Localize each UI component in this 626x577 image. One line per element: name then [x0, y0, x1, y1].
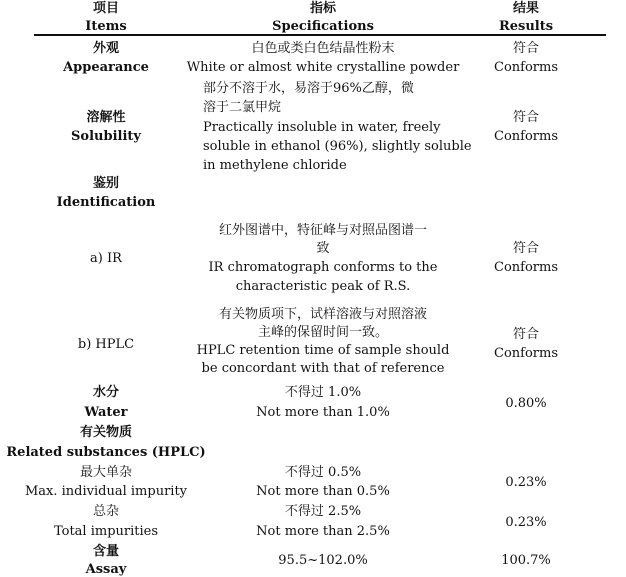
- ir-spec-line: IR chromatograph conforms to the: [208, 260, 438, 275]
- solubility-name-en: Solubility: [71, 129, 141, 144]
- header-items-cn: 项目: [92, 1, 120, 16]
- appearance-result-cn: 符合: [512, 41, 540, 56]
- max-impurity-name-en: Max. individual impurity: [24, 484, 188, 499]
- appearance-spec-line: White or almost white crystalline powder: [186, 60, 460, 75]
- ir-spec-line: 红外图谱中，特征峰与对照品图谱一: [218, 223, 428, 238]
- solubility-name-cn: 溶解性: [86, 110, 126, 125]
- max-impurity-result: 0.23%: [505, 475, 547, 490]
- solubility-result-cn: 符合: [512, 110, 540, 125]
- appearance-spec-line: 白色或类白色结晶性粉末: [251, 41, 395, 56]
- assay-spec: 95.5~102.0%: [278, 553, 368, 568]
- total-impurities-name-cn: 总杂: [92, 504, 120, 519]
- appearance-name-cn: 外观: [92, 41, 120, 56]
- hplc-spec-line: 有关物质项下，试样溶液与对照溶液: [218, 307, 428, 322]
- hplc-name: b) HPLC: [77, 337, 135, 352]
- appearance-name-en: Appearance: [63, 60, 149, 75]
- header-spec-cn: 指标: [309, 1, 337, 16]
- header-rule: [34, 34, 606, 36]
- solubility-result-en: Conforms: [494, 129, 558, 144]
- assay-name-cn: 含量: [92, 544, 120, 559]
- water-result: 0.80%: [505, 396, 547, 411]
- total-impurities-spec-cn: 不得过 2.5%: [284, 504, 362, 519]
- max-impurity-spec-cn: 不得过 0.5%: [284, 465, 362, 480]
- header-results-en: Results: [498, 19, 554, 34]
- solubility-spec-line: in methylene chloride: [203, 158, 347, 173]
- related-name-en: Related substances (HPLC): [6, 445, 206, 460]
- ir-spec-line: characteristic peak of R.S.: [235, 279, 411, 294]
- hplc-spec-line: HPLC retention time of sample should: [196, 343, 450, 358]
- ir-spec-line: 致: [316, 241, 330, 256]
- max-impurity-spec-en: Not more than 0.5%: [256, 484, 390, 499]
- ir-result-cn: 符合: [512, 241, 540, 256]
- header-spec-en: Specifications: [272, 19, 374, 34]
- solubility-spec-line: 部分不溶于水，易溶于96%乙醇，微: [203, 81, 414, 96]
- header-results-cn: 结果: [512, 1, 540, 16]
- water-spec-cn: 不得过 1.0%: [284, 385, 362, 400]
- max-impurity-name-cn: 最大单杂: [79, 465, 133, 480]
- hplc-result-cn: 符合: [512, 327, 540, 342]
- total-impurities-spec-en: Not more than 2.5%: [256, 524, 390, 539]
- ir-result-en: Conforms: [494, 260, 558, 275]
- water-name-cn: 水分: [92, 385, 120, 400]
- total-impurities-name-en: Total impurities: [53, 524, 159, 539]
- water-spec-en: Not more than 1.0%: [256, 405, 390, 420]
- identification-name-cn: 鉴别: [92, 176, 120, 191]
- assay-result: 100.7%: [501, 553, 551, 568]
- total-impurities-result: 0.23%: [505, 515, 547, 530]
- hplc-result-en: Conforms: [494, 346, 558, 361]
- hplc-spec-line: 主峰的保留时间一致。: [257, 325, 389, 340]
- ir-name: a) IR: [90, 251, 122, 266]
- related-name-cn: 有关物质: [79, 425, 133, 440]
- appearance-result-en: Conforms: [494, 60, 558, 75]
- assay-name-en: Assay: [85, 562, 127, 577]
- solubility-spec-line: soluble in ethanol (96%), slightly soluble: [203, 139, 472, 154]
- identification-name-en: Identification: [56, 195, 156, 210]
- water-name-en: Water: [84, 405, 128, 420]
- solubility-spec-line: 溶于二氯甲烷: [203, 100, 282, 115]
- header-items-en: Items: [85, 19, 127, 34]
- hplc-spec-line: be concordant with that of reference: [201, 361, 445, 376]
- solubility-spec-line: Practically insoluble in water, freely: [203, 120, 441, 135]
